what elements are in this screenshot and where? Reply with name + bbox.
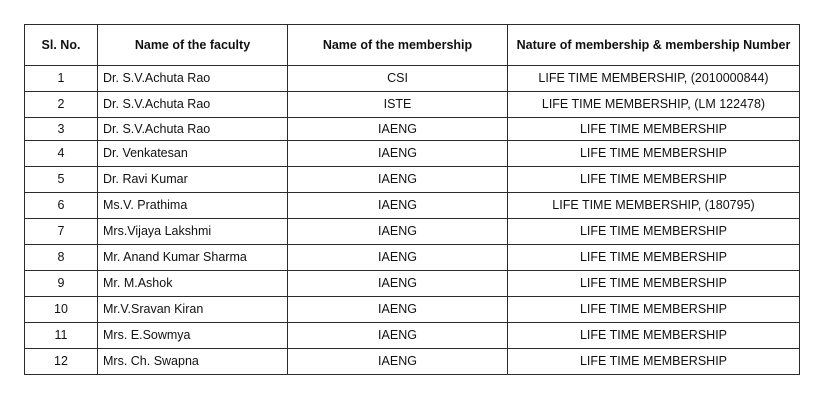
table-row [25, 118, 800, 141]
cell-faculty: Mrs.Vijaya Lakshmi [98, 219, 288, 245]
cell-nature: LIFE TIME MEMBERSHIP [508, 141, 800, 167]
cell-membership: IAENG [288, 167, 508, 193]
table-row [25, 349, 800, 375]
cell-sl-no: 6 [25, 193, 98, 219]
cell-faculty: Dr. S.V.Achuta Rao [98, 118, 288, 141]
cell-membership: IAENG [288, 193, 508, 219]
table-row [25, 141, 800, 167]
cell-membership: ISTE [288, 92, 508, 118]
cell-sl-no: 2 [25, 92, 98, 118]
cell-sl-no: 4 [25, 141, 98, 167]
cell-sl-no: 8 [25, 245, 98, 271]
cell-nature: LIFE TIME MEMBERSHIP [508, 297, 800, 323]
cell-faculty: Mrs. E.Sowmya [98, 323, 288, 349]
cell-nature: LIFE TIME MEMBERSHIP, (LM 122478) [508, 92, 800, 118]
header-faculty: Name of the faculty [98, 25, 288, 66]
cell-membership: IAENG [288, 118, 508, 141]
table-row [25, 271, 800, 297]
table-row [25, 323, 800, 349]
cell-nature: LIFE TIME MEMBERSHIP, (180795) [508, 193, 800, 219]
cell-nature: LIFE TIME MEMBERSHIP, (2010000844) [508, 66, 800, 92]
table-row [25, 193, 800, 219]
cell-nature: LIFE TIME MEMBERSHIP [508, 323, 800, 349]
cell-sl-no: 12 [25, 349, 98, 375]
header-nature: Nature of membership & membership Number [508, 25, 800, 66]
cell-nature: LIFE TIME MEMBERSHIP [508, 219, 800, 245]
cell-membership: IAENG [288, 141, 508, 167]
cell-faculty: Mr. M.Ashok [98, 271, 288, 297]
table-row [25, 167, 800, 193]
cell-sl-no: 9 [25, 271, 98, 297]
cell-nature: LIFE TIME MEMBERSHIP [508, 167, 800, 193]
table-row [25, 92, 800, 118]
cell-faculty: Mrs. Ch. Swapna [98, 349, 288, 375]
cell-nature: LIFE TIME MEMBERSHIP [508, 271, 800, 297]
cell-nature: LIFE TIME MEMBERSHIP [508, 349, 800, 375]
cell-membership: IAENG [288, 245, 508, 271]
table-row [25, 245, 800, 271]
cell-nature: LIFE TIME MEMBERSHIP [508, 118, 800, 141]
header-membership: Name of the membership [288, 25, 508, 66]
cell-membership: IAENG [288, 349, 508, 375]
cell-faculty: Dr. S.V.Achuta Rao [98, 66, 288, 92]
cell-membership: CSI [288, 66, 508, 92]
cell-faculty: Dr. Ravi Kumar [98, 167, 288, 193]
cell-membership: IAENG [288, 323, 508, 349]
cell-faculty: Dr. S.V.Achuta Rao [98, 92, 288, 118]
cell-membership: IAENG [288, 297, 508, 323]
cell-faculty: Mr.V.Sravan Kiran [98, 297, 288, 323]
cell-faculty: Dr. Venkatesan [98, 141, 288, 167]
cell-membership: IAENG [288, 271, 508, 297]
table-row [25, 297, 800, 323]
header-sl-no: Sl. No. [25, 25, 98, 66]
cell-faculty: Mr. Anand Kumar Sharma [98, 245, 288, 271]
cell-nature: LIFE TIME MEMBERSHIP [508, 245, 800, 271]
table-row [25, 219, 800, 245]
cell-sl-no: 11 [25, 323, 98, 349]
membership-table [24, 24, 800, 375]
cell-membership: IAENG [288, 219, 508, 245]
cell-sl-no: 10 [25, 297, 98, 323]
cell-sl-no: 3 [25, 118, 98, 141]
table-row [25, 66, 800, 92]
cell-faculty: Ms.V. Prathima [98, 193, 288, 219]
cell-sl-no: 7 [25, 219, 98, 245]
cell-sl-no: 1 [25, 66, 98, 92]
cell-sl-no: 5 [25, 167, 98, 193]
table-header-row [25, 25, 800, 66]
